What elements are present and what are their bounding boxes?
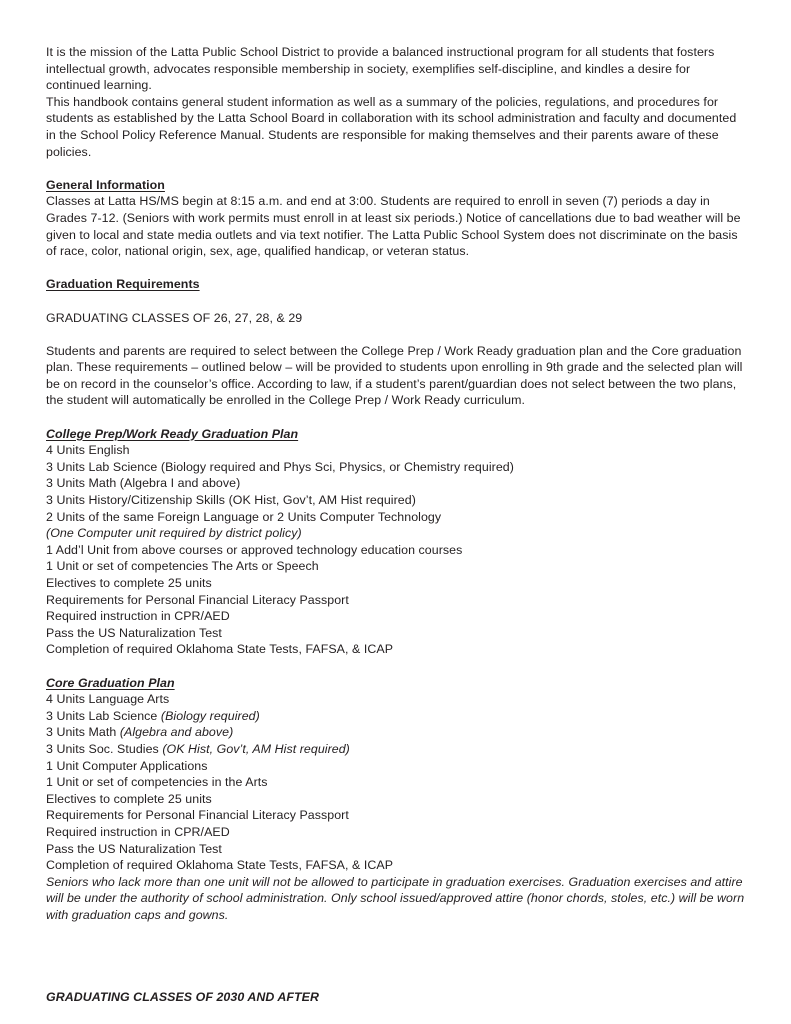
core-plan-heading: Core Graduation Plan bbox=[46, 675, 175, 690]
college-prep-plan-list bbox=[46, 442, 746, 658]
graduating-classes-line: GRADUATING CLASSES OF 26, 27, 28, & 29 bbox=[46, 310, 303, 325]
core-plan-item bbox=[46, 741, 746, 758]
college-prep-plan-item: 4 Units English bbox=[46, 443, 130, 458]
section-spacer bbox=[46, 658, 746, 675]
core-plan-item-label: 1 Unit Computer Applications bbox=[46, 758, 208, 773]
core-plan-item bbox=[46, 758, 746, 775]
college-prep-plan-item: Completion of required Oklahoma State Tests, FAFSA, & ICAP bbox=[46, 642, 394, 657]
core-plan-item-label: Pass the US Naturalization Test bbox=[46, 841, 222, 856]
college-prep-plan-heading: College Prep/Work Ready Graduation Plan bbox=[46, 426, 299, 441]
mission-paragraph: It is the mission of the Latta Public School District to provide a balanced instructional program for all students that fosters intellectual growth, advocates responsible membership in society, exemplifies self-discipline, and kindles a desire for continued learning. bbox=[46, 45, 715, 93]
core-plan-item bbox=[46, 774, 746, 791]
college-prep-plan-item: Requirements for Personal Financial Literacy Passport bbox=[46, 592, 349, 607]
section-spacer bbox=[46, 326, 746, 343]
college-prep-plan-item: Required instruction in CPR/AED bbox=[46, 609, 230, 624]
core-plan-item-label: Electives to complete 25 units bbox=[46, 791, 212, 806]
college-prep-plan-item: 3 Units History/Citizenship Skills (OK Hist, Gov’t, AM Hist required) bbox=[46, 493, 416, 508]
document-content bbox=[46, 44, 746, 1006]
college-prep-plan-item: 1 Unit or set of competencies The Arts or Speech bbox=[46, 559, 319, 574]
section-spacer bbox=[46, 160, 746, 177]
core-plan-item-label: Required instruction in CPR/AED bbox=[46, 824, 230, 839]
core-plan-item bbox=[46, 841, 746, 858]
section-spacer bbox=[46, 293, 746, 310]
college-prep-plan-item: 1 Add’l Unit from above courses or approved technology education courses bbox=[46, 542, 463, 557]
section-spacer-large bbox=[46, 923, 746, 989]
core-plan-item-note: (Algebra and above) bbox=[119, 725, 234, 740]
core-plan-item bbox=[46, 807, 746, 824]
college-prep-plan-item: (One Computer unit required by district policy) bbox=[46, 526, 302, 541]
handbook-paragraph: This handbook contains general student information as well as a summary of the policies, regulations, and procedures for students as established by the Latta School Board in collaboration with its school administration and faculty and documented in the School Policy Reference Manual. Students are responsible for making themselves and their parents aware of these policies. bbox=[46, 94, 737, 159]
general-information-body: Classes at Latta HS/MS begin at 8:15 a.m. and end at 3:00. Students are required to enroll in seven (7) periods a day in Grades 7-12. (Seniors with work permits must enroll in at least six periods.) Notice of cancellations due to bad weather will be given to local and state media outlets and via text notifier. The Latta Public School System does not discriminate on the basis of race, color, national origin, sex, age, qualified handicap, or veteran status. bbox=[46, 194, 741, 259]
core-plan-item-label: 3 Units Lab Science bbox=[46, 708, 161, 723]
college-prep-plan-item: 3 Units Lab Science (Biology required and Phys Sci, Physics, or Chemistry required) bbox=[46, 459, 514, 474]
core-plan-item-label: 1 Unit or set of competencies in the Arts bbox=[46, 775, 268, 790]
general-information-heading: General Information bbox=[46, 177, 165, 192]
core-plan-item bbox=[46, 691, 746, 708]
section-spacer bbox=[46, 260, 746, 277]
college-prep-plan-item: 2 Units of the same Foreign Language or 2 Units Computer Technology bbox=[46, 509, 442, 524]
college-prep-plan-item: 3 Units Math (Algebra I and above) bbox=[46, 476, 241, 491]
college-prep-plan-item: Electives to complete 25 units bbox=[46, 576, 212, 590]
core-plan-item-note: (Biology required) bbox=[160, 708, 260, 723]
core-plan-list bbox=[46, 691, 746, 874]
core-plan-item-label: 3 Units Soc. Studies bbox=[46, 741, 163, 756]
graduation-intro-paragraph: Students and parents are required to select between the College Prep / Work Ready graduation plan and the Core graduation plan. These requirements – outlined below – will be provided to students upon enrolling in 9th grade and the selected plan will be on record in the counselor’s office. According to law, if a student’s parent/guardian does not select between the two plans, the student will automatically be enrolled in the College Prep / Work Ready curriculum. bbox=[46, 343, 743, 408]
core-plan-item bbox=[46, 708, 746, 725]
seniors-note-paragraph: Seniors who lack more than one unit will not be allowed to participate in graduation exercises. Graduation exercises and attire will be under the authority of school administration. Only school issued/approved attire (honor chords, stoles, etc.) will be worn with graduation caps and gowns. bbox=[46, 874, 745, 922]
core-plan-item bbox=[46, 791, 746, 808]
core-plan-item-label: Completion of required Oklahoma State Tests, FAFSA, & ICAP bbox=[46, 858, 394, 873]
core-plan-item-note: (OK Hist, Gov’t, AM Hist required) bbox=[162, 741, 350, 756]
core-plan-item bbox=[46, 824, 746, 841]
core-plan-item bbox=[46, 857, 746, 874]
core-plan-item-label: 4 Units Language Arts bbox=[46, 692, 170, 707]
graduation-requirements-heading: Graduation Requirements bbox=[46, 277, 200, 292]
future-classes-heading: GRADUATING CLASSES OF 2030 AND AFTER bbox=[46, 990, 320, 1005]
core-plan-item bbox=[46, 724, 746, 741]
core-plan-item-label: Requirements for Personal Financial Literacy Passport bbox=[46, 808, 349, 823]
college-prep-plan-item: Pass the US Naturalization Test bbox=[46, 625, 222, 640]
section-spacer bbox=[46, 409, 746, 426]
core-plan-item-label: 3 Units Math bbox=[46, 725, 120, 740]
